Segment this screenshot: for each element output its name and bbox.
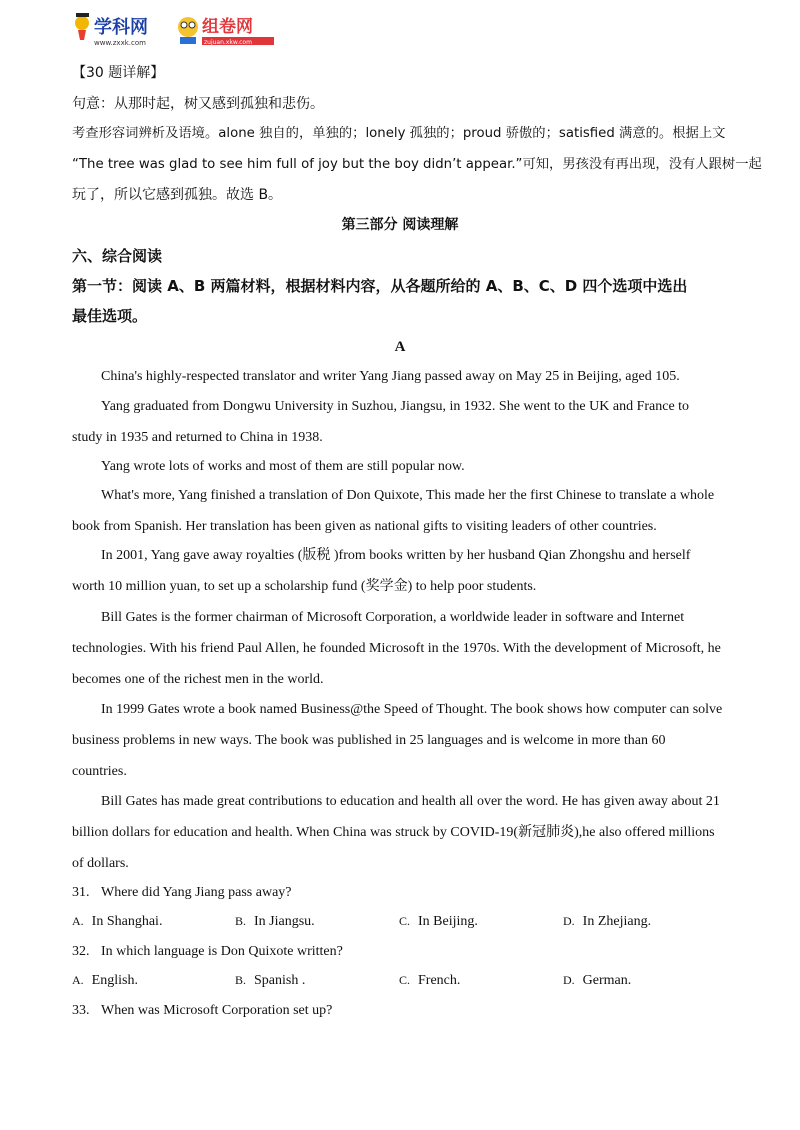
- explanation-title: 【30 题详解】: [72, 65, 165, 81]
- svg-text:www.zxxk.com: www.zxxk.com: [94, 39, 146, 47]
- svg-text:组卷网: 组卷网: [202, 17, 253, 37]
- question-number: 32.: [72, 944, 90, 959]
- question-33: [72, 1002, 332, 1020]
- passage-line: study in 1935 and returned to China in 1938.: [72, 430, 323, 445]
- passage-line: becomes one of the richest men in the world.: [72, 672, 324, 687]
- option-31-a[interactable]: [72, 914, 162, 930]
- option-32-a[interactable]: [72, 973, 138, 989]
- option-32-b[interactable]: [235, 973, 305, 989]
- question-text: When was Microsoft Corporation set up?: [101, 1003, 333, 1018]
- passage-line: In 1999 Gates wrote a book named Business@the Speed of Thought. The book shows how computer can solve: [101, 702, 723, 717]
- question-32: [72, 943, 343, 961]
- option-31-d[interactable]: [563, 914, 651, 930]
- passage-line: China's highly-respected translator and writer Yang Jiang passed away on May 25 in Beijing, aged 105.: [101, 369, 680, 384]
- passage-line: business problems in new ways. The book was published in 25 languages and is welcome in more than 60: [72, 733, 666, 748]
- passage-line: Yang wrote lots of works and most of them are still popular now.: [101, 459, 465, 474]
- svg-text:学科网: 学科网: [94, 17, 148, 38]
- passage-line: countries.: [72, 764, 127, 779]
- option-key: B.: [235, 973, 247, 987]
- option-text: Spanish .: [254, 973, 306, 988]
- svg-text:zujuan.xkw.com: zujuan.xkw.com: [204, 39, 252, 46]
- passage-line: What's more, Yang finished a translation of Don Quixote, This made her the first Chinese to translate a whole: [101, 488, 715, 503]
- option-key: D.: [563, 973, 575, 987]
- option-key: D.: [563, 914, 575, 928]
- option-text: In Zhejiang.: [582, 914, 652, 929]
- passage-line: Bill Gates has made great contributions to education and health all over the word. He has given away about 21: [101, 794, 720, 809]
- option-32-c[interactable]: [399, 973, 460, 989]
- passage-title: A: [394, 339, 406, 355]
- passage-line: technologies. With his friend Paul Allen, he founded Microsoft in the 1970s. With the development of Microsoft, he: [72, 641, 721, 656]
- option-text: German.: [582, 973, 632, 988]
- question-31: [72, 884, 292, 902]
- option-key: A.: [72, 914, 84, 928]
- part-title: 第三部分 阅读理解: [341, 217, 459, 233]
- instruction-line: 第一节：阅读 A、B 两篇材料，根据材料内容，从各题所给的 A、B、C、D 四个选项中选出: [72, 277, 688, 295]
- option-text: In Beijing.: [418, 914, 478, 929]
- explanation-line: 考查形容词辨析及语境。alone 独自的，单独的；lonely 孤独的；proud 骄傲的；satisfied 满意的。根据上文: [72, 126, 726, 141]
- passage-line: billion dollars for education and health. When China was struck by COVID-19(新冠肺炎),he also offered millions: [72, 825, 715, 840]
- question-number: 31.: [72, 885, 90, 900]
- option-key: C.: [399, 914, 411, 928]
- option-key: B.: [235, 914, 247, 928]
- passage-line: Bill Gates is the former chairman of Microsoft Corporation, a worldwide leader in software and Internet: [101, 610, 685, 625]
- option-31-b[interactable]: [235, 914, 315, 930]
- instruction-line: 最佳选项。: [72, 307, 148, 325]
- xuekewang-logo: [72, 10, 167, 50]
- passage-line: book from Spanish. Her translation has been given as national gifts to visiting leaders of other countries.: [72, 519, 657, 534]
- passage-line: worth 10 million yuan, to set up a scholarship fund (奖学金) to help poor students.: [72, 579, 537, 594]
- explanation-line: 句意：从那时起，树又感到孤独和悲伤。: [72, 96, 324, 112]
- option-key: A.: [72, 973, 84, 987]
- option-text: English.: [91, 973, 138, 988]
- zujuanwang-logo: [176, 10, 282, 50]
- question-text: Where did Yang Jiang pass away?: [101, 885, 292, 900]
- option-32-d[interactable]: [563, 973, 631, 989]
- option-31-c[interactable]: [399, 914, 478, 930]
- option-text: In Shanghai.: [91, 914, 163, 929]
- explanation-line: “The tree was glad to see him full of joy but the boy didn’t appear.”可知，男孩没有再出现，没有人跟树一起: [72, 157, 762, 172]
- question-text: In which language is Don Quixote written?: [101, 944, 343, 959]
- explanation-line: 玩了，所以它感到孤独。故选 B。: [72, 187, 283, 203]
- passage-line: Yang graduated from Dongwu University in Suzhou, Jiangsu, in 1932. She went to the UK and France to: [101, 399, 690, 414]
- question-number: 33.: [72, 1003, 90, 1018]
- header-logos: [72, 10, 282, 50]
- passage-line: of dollars.: [72, 856, 129, 871]
- option-text: French.: [418, 973, 461, 988]
- option-key: C.: [399, 973, 411, 987]
- passage-line: In 2001, Yang gave away royalties (版税 )from books written by her husband Qian Zhongshu and herself: [101, 548, 691, 563]
- option-text: In Jiangsu.: [254, 914, 315, 929]
- section-six-title: 六、综合阅读: [72, 247, 163, 265]
